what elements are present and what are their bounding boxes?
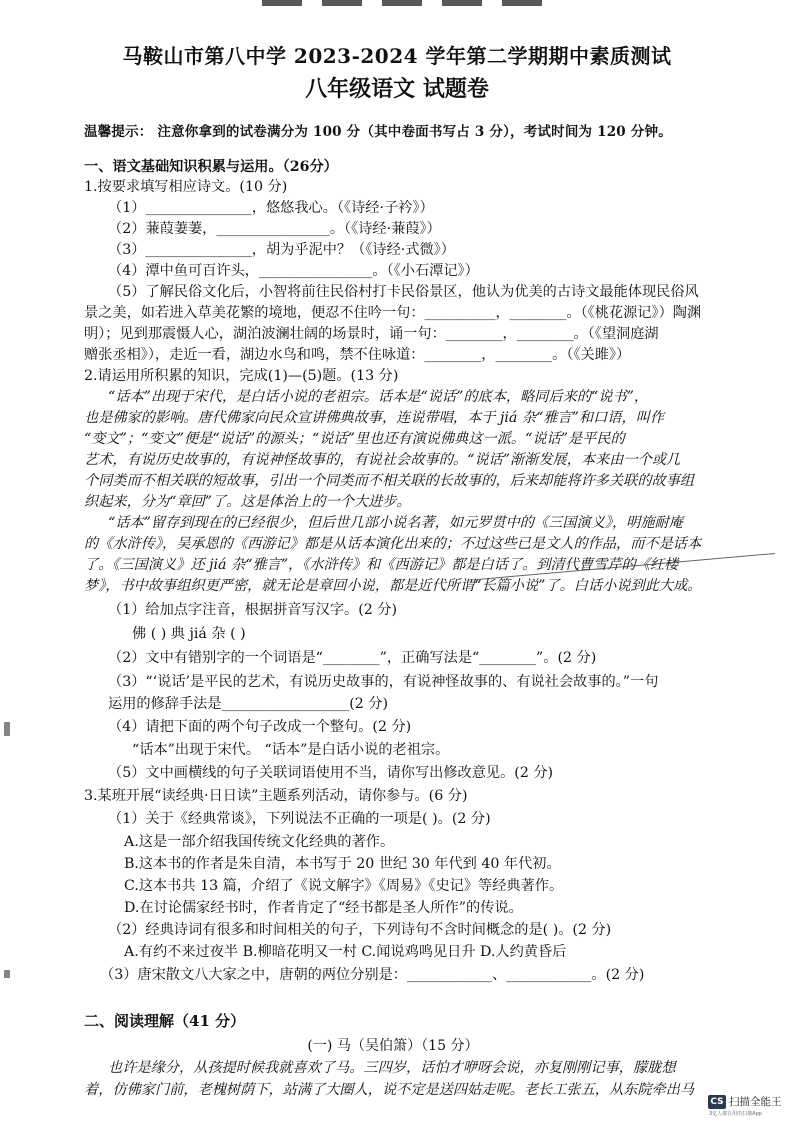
margin-mark <box>4 722 10 736</box>
text-line: 赠张丞相》），走近一看，湖边水鸟和鸣，禁不住咏道：________，________。（《关雎》） <box>84 347 631 363</box>
exam-tip: 温馨提示： 注意你拿到的试卷满分为 100 分（其中卷面书写占 3 分），考试时间为 120 分钟。 <box>84 124 672 140</box>
text-line: （1）_______________，悠悠我心。（《诗经·子衿》） <box>108 200 434 216</box>
text-line: （1）关于《经典常谈》，下列说法不正确的一项是( )。(2 分) <box>108 811 491 827</box>
text-line: （5）了解民俗文化后，小智将前往民俗村打卡民俗景区，他认为优美的古诗文最能体现民俗风 <box>108 284 699 300</box>
text-line: （2）文中有错别字的一个词语是“________”，正确写法是“________”。(2 分) <box>108 650 597 666</box>
text-line: 也许是缘分，从孩提时候我就喜欢了马。三四岁，话怕才咿呀会说，亦复刚刚记事，朦胧想 <box>108 1060 676 1076</box>
text-line: 2.请运用所积累的知识，完成(1)—(5)题。(13 分) <box>84 368 399 384</box>
text-line: （3）唐宋散文八大家之中，唐朝的两位分别是：____________、____________。(2 分) <box>100 967 645 983</box>
text-line: (一) 马（吴伯箫）（15 分） <box>307 1038 479 1054</box>
text-line: 艺术，有说历史故事的，有说神怪故事的，有说社会故事的。“说话”渐渐发展，本来由一个或几 <box>84 452 681 468</box>
text-line: 一、语文基础知识积累与运用。（26分） <box>84 159 338 175</box>
text-line: （4）请把下面的两个句子改成一个整句。(2 分) <box>108 719 412 735</box>
watermark-sub: 3亿人都在用的扫描App <box>709 1111 762 1117</box>
text-line: 佛 ( ) 典 jiá 杂 ( ) <box>132 626 246 642</box>
exam-title: 马鞍山市第八中学 2023-2024 学年第二学期期中素质测试 <box>122 44 672 68</box>
text-line: D.在讨论儒家经书时，作者肯定了“经书都是圣人所作”的传说。 <box>124 900 523 916</box>
text-line: 运用的修辞手法是__________________(2 分) <box>108 696 388 712</box>
watermark-label: 扫描全能王 <box>729 1096 782 1108</box>
text-line: 的《水浒传》，吴承恩的《西游记》都是从话本演化出来的；不过这些已是文人的作品，而不是话本 <box>84 536 702 552</box>
text-line: “话本”留存到现在的已经很少，但后世几部小说名著，如元罗贯中的《三国演义》，明施耐庵 <box>108 515 683 531</box>
text-line: 1.按要求填写相应诗文。(10 分) <box>84 179 288 195</box>
text-line: “话本”出现于宋代，是白话小说的老祖宗。话本是“说话”的底本，略同后来的“说书”， <box>108 389 649 405</box>
text-line: （2）蒹葭萋萋，________________。（《诗经·蒹葭》） <box>108 221 441 237</box>
text-line: （3）“‘说话’是平民的艺术，有说历史故事的，有说神怪故事的、有说社会故事的。”一句 <box>108 674 659 690</box>
text-line: “话本”出现于宋代。 “话本”是白话小说的老祖宗。 <box>132 742 450 758</box>
text-line: 景之美，如若进入草美花繁的境地，便忍不住吟一句：__________，________。（《桃花源记》）陶渊 <box>84 305 702 321</box>
text-line: 3.某班开展“读经典·日日读”主题系列活动，请你参与。(6 分) <box>84 788 468 804</box>
text-line: 个同类而不相关联的短故事，引出一个同类而不相关联的长故事的，后来却能将许多关联的故事组 <box>84 473 695 489</box>
text-line: （2）经典诗词有很多和时间相关的句子，下列诗句不含时间概念的是( )。(2 分) <box>108 922 612 938</box>
scanner-watermark <box>706 1093 790 1119</box>
exam-subtitle: 八年级语文 试题卷 <box>305 76 489 102</box>
text-line: A.这是一部介绍我国传统文化经典的著作。 <box>124 834 395 850</box>
text-line: （3）_______________，胡为乎泥中？（《诗经·式微》） <box>108 242 455 258</box>
text-line: 着，仿佛家门前，老槐树荫下，站满了大圈人，说不定是送四姑走呢。老长工张五，从东院牵出马 <box>84 1082 695 1098</box>
text-line: （1）给加点字注音，根据拼音写汉字。(2 分) <box>108 602 398 618</box>
text-line: C.这本书共 13 篇，介绍了《说文解字》《周易》《史记》等经典著作。 <box>124 878 564 894</box>
text-line: 也是佛家的影响。唐代佛家向民众宣讲佛典故事，连说带唱，本于 jiá 杂“雅言”和口语，叫作 <box>84 410 665 426</box>
text-line: 二、阅读理解（41 分） <box>84 1012 246 1030</box>
text-line: （5）文中画横线的句子关联词语使用不当，请你写出修改意见。(2 分) <box>108 765 554 781</box>
text-line: 明）；见到那震慑人心，湖泊波澜壮阔的场景时，诵一句：________，________。（《望洞庭湖 <box>84 326 659 342</box>
text-line: “变文”；“变文”便是“说话”的源头；“说话”里也还有演说佛典这一派。“说话”是平民的 <box>84 431 625 447</box>
margin-mark <box>4 970 10 978</box>
text-line: （4）潭中鱼可百许头，________________。（《小石潭记》） <box>108 263 479 279</box>
text-line: A.有约不来过夜半 B.柳暗花明又一村 C.闻说鸡鸣见日升 D.人约黄昏后 <box>124 944 567 960</box>
text-line: 织起来，分为“章回”了。这是体治上的一个大进步。 <box>84 494 411 510</box>
camscanner-icon: CS <box>708 1095 726 1109</box>
text-line: 了。《三国演义》还 jiá 杂“雅言”，《水浒传》和《西游记》都是白话了。到清代曹雪芹的《红楼 <box>84 557 679 573</box>
text-line: 梦》，书中故事组织更严密，就无论是章回小说，都是近代所谓“长篇小说”了。白话小说到此大成。 <box>84 578 702 594</box>
top-edge-marks <box>262 0 562 6</box>
text-line: B.这本书的作者是朱自清，本书写于 20 世纪 30 年代到 40 年代初。 <box>124 856 561 872</box>
